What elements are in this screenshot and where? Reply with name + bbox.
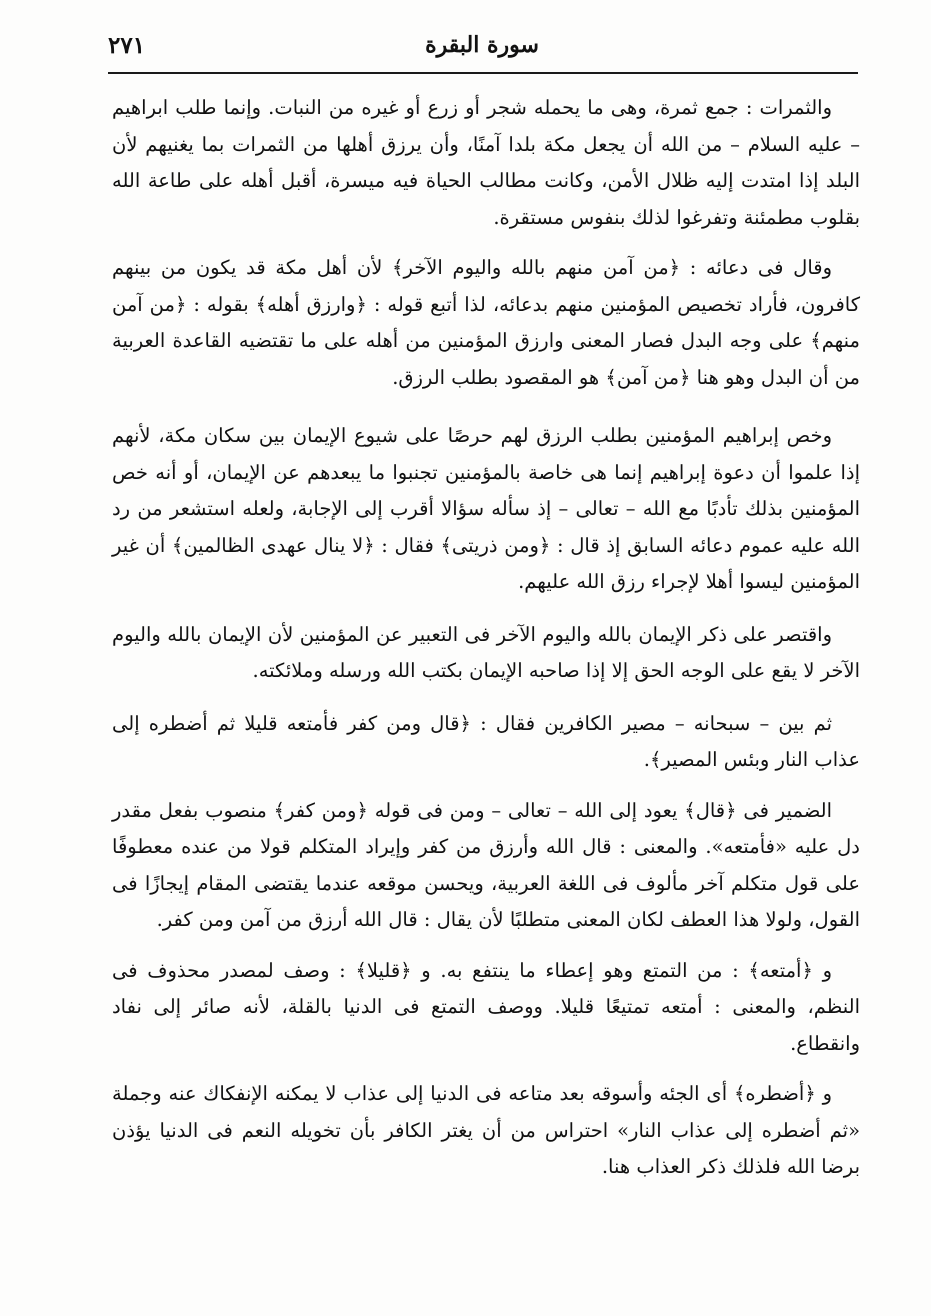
paragraph-2: وقال فى دعائه : ﴿من آمن منهم بالله واليوم الآخر﴾ لأن أهل مكة قد يكون من بينهم كافرون، فأراد تخصيص المؤمنين منهم بدعائه، لذا أتبع قوله : ﴿وارزق أهله﴾ بقوله : ﴿من آمن منهم﴾ على وجه البدل فصار المعنى وارزق المؤمنين من أهله على ما تقتضيه القاعدة العربية من أن البدل وهو هنا ﴿من آمن﴾ هو المقصود بطلب الرزق. [112, 256, 860, 389]
paragraph-3: وخص إبراهيم المؤمنين بطلب الرزق لهم حرصًا على شيوع الإيمان بين سكان مكة، لأنهم إذا علموا أن دعوة إبراهيم إنما هى خاصة بالمؤمنين تجنبوا ما يبعدهم عن الإيمان، أو أنه خص المؤمنين بذلك تأدبًا مع الله – تعالى – إذ سأله سؤالا أقرب إلى الإجابة، ولعله استشعر من رد الله عليه عموم دعائه السابق إذ قال : ﴿ومن ذريتى﴾ فقال : ﴿لا ينال عهدى الظالمين﴾ أن غير المؤمنين ليسوا أهلا لإجراء رزق الله عليهم. [112, 424, 860, 593]
paragraph-1: والثمرات : جمع ثمرة، وهى ما يحمله شجر أو زرع أو غيره من النبات. وإنما طلب ابراهيم – عليه السلام – من الله أن يجعل مكة بلدا آمنًا، وأن يرزق أهلها من الثمرات بما يغنيهم لأن البلد إذا امتدت إليه ظلال الأمن، وكانت مطالب الحياة فيه ميسرة، أقبل أهله على طاعة الله بقلوب مطمئنة وتفرغوا لذلك بنفوس مستقرة. [112, 96, 860, 229]
surah-title: سورة البقرة [425, 32, 539, 58]
body-text [112, 90, 860, 1200]
header-divider [108, 72, 858, 74]
paragraph-7: و ﴿أمتعه﴾ : من التمتع وهو إعطاء ما ينتفع به. و ﴿قليلا﴾ : وصف لمصدر محذوف فى النظم، والمعنى : أمتعه تمتيعًا قليلا. ووصف التمتع فى الدنيا بالقلة، لأنه صائر إلى نفاد وانقطاع. [112, 958, 860, 1055]
paragraph-6: الضمير فى ﴿قال﴾ يعود إلى الله – تعالى – ومن فى قوله ﴿ومن كفر﴾ منصوب بفعل مقدر دل عليه «فأمتعه». والمعنى : قال الله وأرزق من كفر وإيراد المتكلم قولا من عنده معطوفًا على قول متكلم آخر مألوف فى اللغة العربية، ويحسن موقعه عندما يقتضى المقام إيجازًا فى القول، ولولا هذا العطف لكان المعنى متطلبًا لأن يقال : قال الله أرزق من آمن ومن كفر. [112, 798, 860, 931]
paragraph-5: ثم بين – سبحانه – مصير الكافرين فقال : ﴿قال ومن كفر فأمتعه قليلا ثم أضطره إلى عذاب النار وبئس المصير﴾. [112, 711, 860, 771]
page-number: ٢٧١ [108, 32, 146, 59]
page-header [108, 26, 856, 70]
paragraph-8: و ﴿أضطره﴾ أى الجئه وأسوقه بعد متاعه فى الدنيا إلى عذاب لا يمكنه الإنفكاك عنه وجملة «ثم أضطره إلى عذاب النار» احتراس من أن يغتر الكافر بأن تخويله النعم فى الدنيا يؤذن برضا الله فلذلك ذكر العذاب هنا. [112, 1082, 860, 1178]
paragraph-4: واقتصر على ذكر الإيمان بالله واليوم الآخر فى التعبير عن المؤمنين لأن الإيمان بالله واليوم الآخر لا يقع على الوجه الحق إلا إذا صاحبه الإيمان بكتب الله ورسله وملائكته. [112, 622, 860, 682]
